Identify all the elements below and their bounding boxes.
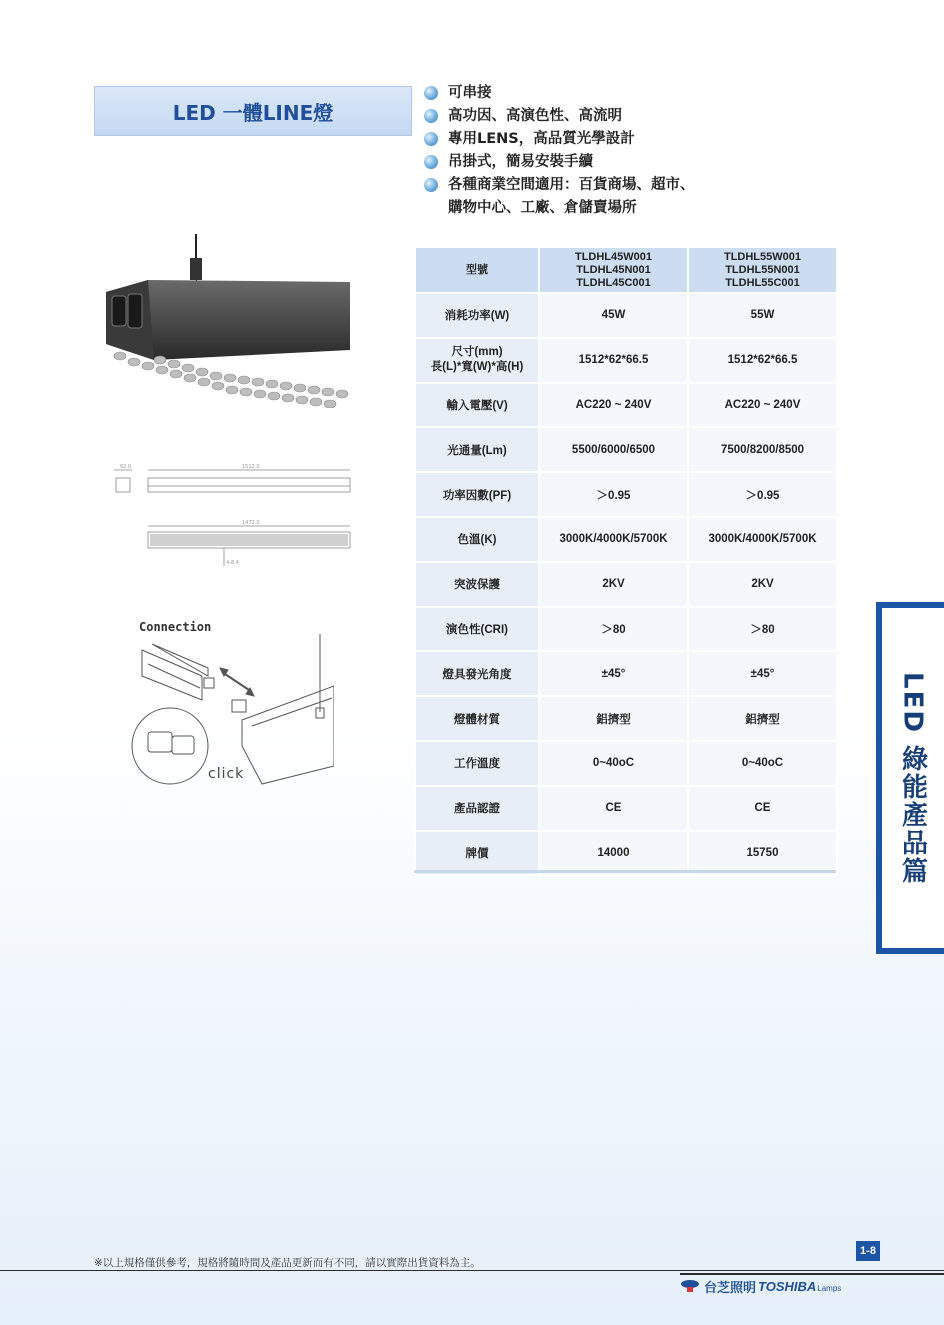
- row-label: 光通量(Lm): [415, 427, 539, 472]
- row-label: 燈具發光角度: [415, 651, 539, 696]
- feature-text: 高功因、高演色性、高流明: [448, 108, 622, 124]
- header-model-b: TLDHL55W001 TLDHL55N001 TLDHL55C001: [688, 247, 837, 293]
- row-value-a: 0~40oC: [539, 741, 688, 786]
- header-label: 型號: [415, 247, 539, 293]
- table-row: [415, 786, 837, 831]
- row-value-b: 15750: [688, 831, 837, 876]
- row-value-a: 1512*62*66.5: [539, 338, 688, 383]
- table-header-row: [415, 247, 837, 293]
- side-tab-text: LED 綠能產品篇: [897, 671, 928, 885]
- row-value-b: 1512*62*66.5: [688, 338, 837, 383]
- section-side-tab: [876, 602, 944, 954]
- feature-text: 吊掛式，簡易安裝手續: [448, 154, 593, 170]
- footnote: ※以上規格僅供參考，規格將隨時間及產品更新而有不同，請以實際出貨資料為主。: [94, 1257, 481, 1269]
- table-row: [415, 651, 837, 696]
- table-row: [415, 427, 837, 472]
- table-row: [415, 607, 837, 652]
- row-label: 產品認證: [415, 786, 539, 831]
- spec-table: [414, 246, 838, 876]
- row-value-b: 3000K/4000K/5700K: [688, 517, 837, 562]
- feature-item: [424, 105, 784, 128]
- row-value-b: ＞0.95: [688, 472, 837, 517]
- row-label: 工作溫度: [415, 741, 539, 786]
- row-value-b: CE: [688, 786, 837, 831]
- dimension-drawing: [106, 462, 372, 572]
- row-value-b: 55W: [688, 293, 837, 338]
- table-row: [415, 831, 837, 876]
- row-value-a: 鋁擠型: [539, 696, 688, 741]
- row-value-a: AC220 ~ 240V: [539, 383, 688, 428]
- feature-text: 可串接: [448, 85, 492, 101]
- row-value-a: ±45°: [539, 651, 688, 696]
- bullet-icon: [424, 86, 438, 100]
- brand-logo: [680, 1276, 841, 1296]
- product-title: LED 一體LINE燈: [94, 86, 412, 136]
- row-label: 牌價: [415, 831, 539, 876]
- svg-text:1472.0: 1472.0: [242, 520, 260, 526]
- table-row: [415, 741, 837, 786]
- connection-illustration: [112, 616, 334, 786]
- table-row: [415, 562, 837, 607]
- brand-suffix: Lamps: [817, 1283, 842, 1293]
- row-value-b: ±45°: [688, 651, 837, 696]
- feature-item: [424, 128, 784, 151]
- feature-text: 專用LENS，高品質光學設計: [448, 131, 635, 147]
- header-model-a: TLDHL45W001 TLDHL45N001 TLDHL45C001: [539, 247, 688, 293]
- row-value-a: ＞80: [539, 607, 688, 652]
- bullet-icon: [424, 155, 438, 169]
- row-label: 功率因數(PF): [415, 472, 539, 517]
- row-value-b: 0~40oC: [688, 741, 837, 786]
- row-value-b: ＞80: [688, 607, 837, 652]
- table-bottom-border: [414, 870, 836, 873]
- table-row: [415, 472, 837, 517]
- row-label: 尺寸(mm) 長(L)*寬(W)*高(H): [415, 338, 539, 383]
- table-row: [415, 696, 837, 741]
- table-row: [415, 338, 837, 383]
- row-value-a: 3000K/4000K/5700K: [539, 517, 688, 562]
- row-value-a: 14000: [539, 831, 688, 876]
- footer-divider: [0, 1270, 944, 1271]
- bullet-icon: [424, 178, 438, 192]
- row-label: 突波保護: [415, 562, 539, 607]
- row-value-a: ＞0.95: [539, 472, 688, 517]
- click-label: click: [208, 766, 245, 782]
- lamp-logo-icon: [680, 1279, 700, 1293]
- feature-text: 各種商業空間適用：百貨商場、超市、 購物中心、工廠、倉儲賣場所: [448, 177, 695, 216]
- row-label: 演色性(CRI): [415, 607, 539, 652]
- table-row: [415, 293, 837, 338]
- row-value-b: 7500/8200/8500: [688, 427, 837, 472]
- product-photo: [100, 232, 350, 408]
- row-value-a: 5500/6000/6500: [539, 427, 688, 472]
- page-number: 1-8: [856, 1241, 880, 1261]
- connection-label: Connection: [139, 620, 212, 634]
- svg-text:4-8.4: 4-8.4: [226, 560, 239, 566]
- brand-english-name: TOSHIBA: [758, 1278, 817, 1294]
- row-label: 輸入電壓(V): [415, 383, 539, 428]
- svg-text:62.0: 62.0: [120, 464, 132, 470]
- row-value-b: 鋁擠型: [688, 696, 837, 741]
- bullet-icon: [424, 132, 438, 146]
- row-label: 燈體材質: [415, 696, 539, 741]
- table-row: [415, 517, 837, 562]
- feature-list: [424, 82, 784, 220]
- bullet-icon: [424, 109, 438, 123]
- row-value-a: 2KV: [539, 562, 688, 607]
- row-value-a: CE: [539, 786, 688, 831]
- svg-text:1512.0: 1512.0: [242, 464, 260, 470]
- row-label: 色溫(K): [415, 517, 539, 562]
- feature-item: [424, 151, 784, 174]
- feature-item: [424, 82, 784, 105]
- feature-item: [424, 174, 784, 220]
- row-label: 消耗功率(W): [415, 293, 539, 338]
- footer-divider-thick: [680, 1273, 944, 1275]
- row-value-a: 45W: [539, 293, 688, 338]
- side-tab-inner: [882, 608, 944, 948]
- row-value-b: 2KV: [688, 562, 837, 607]
- row-value-b: AC220 ~ 240V: [688, 383, 837, 428]
- brand-chinese-name: 台芝照明: [704, 1280, 757, 1296]
- table-row: [415, 383, 837, 428]
